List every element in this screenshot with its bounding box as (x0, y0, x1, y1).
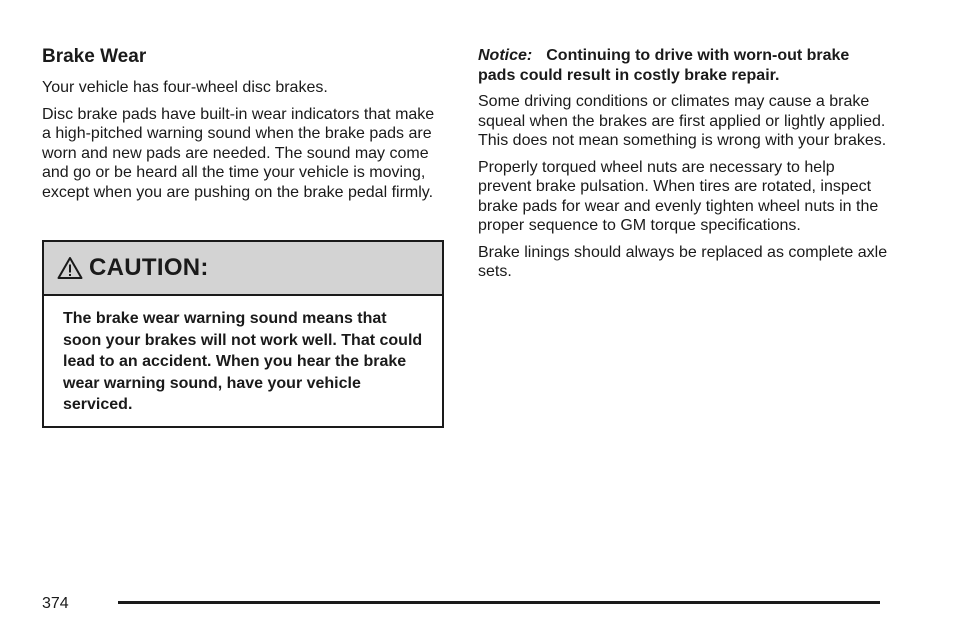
left-column (42, 46, 444, 209)
notice (478, 46, 888, 85)
caution-text: The brake wear warning sound means that soon your brakes will not work well. That could lead to an accident. When you hear the brake wear warning sound, have your vehicle serviced. (63, 310, 423, 413)
paragraph-disc-brakes: Your vehicle has four-wheel disc brakes. (42, 79, 328, 96)
caution-title: CAUTION: (89, 254, 209, 281)
caution-header (44, 242, 442, 296)
section-title: Brake Wear (42, 46, 147, 67)
caution-box (42, 240, 444, 428)
warning-triangle-icon (57, 256, 83, 280)
paragraph-wear-indicators: Disc brake pads have built-in wear indicators that make a high-pitched warning sound when the brake pads are worn and new pads are needed. The sound may come and go or be heard all the time your vehicle is moving, except when you are pushing on the brake pedal firmly. (42, 105, 435, 201)
paragraph-wheel-nuts: Properly torqued wheel nuts are necessary to help prevent brake pulsation. When tires are rotated, inspect brake pads for wear and evenly tighten wheel nuts in the proper sequence to GM torque specifications. (478, 158, 879, 234)
notice-text: Continuing to drive with worn-out brake pads could result in costly brake repair. (478, 47, 850, 84)
paragraph-brake-linings: Brake linings should always be replaced as complete axle sets. (478, 243, 888, 280)
page-number: 374 (42, 595, 69, 612)
notice-label: Notice: (478, 47, 533, 64)
footer-rule (118, 601, 880, 604)
right-column (478, 46, 888, 289)
paragraph-brake-squeal: Some driving conditions or climates may cause a brake squeal when the brakes are first applied or lightly applied. This does not mean something is wrong with your brakes. (478, 93, 887, 149)
